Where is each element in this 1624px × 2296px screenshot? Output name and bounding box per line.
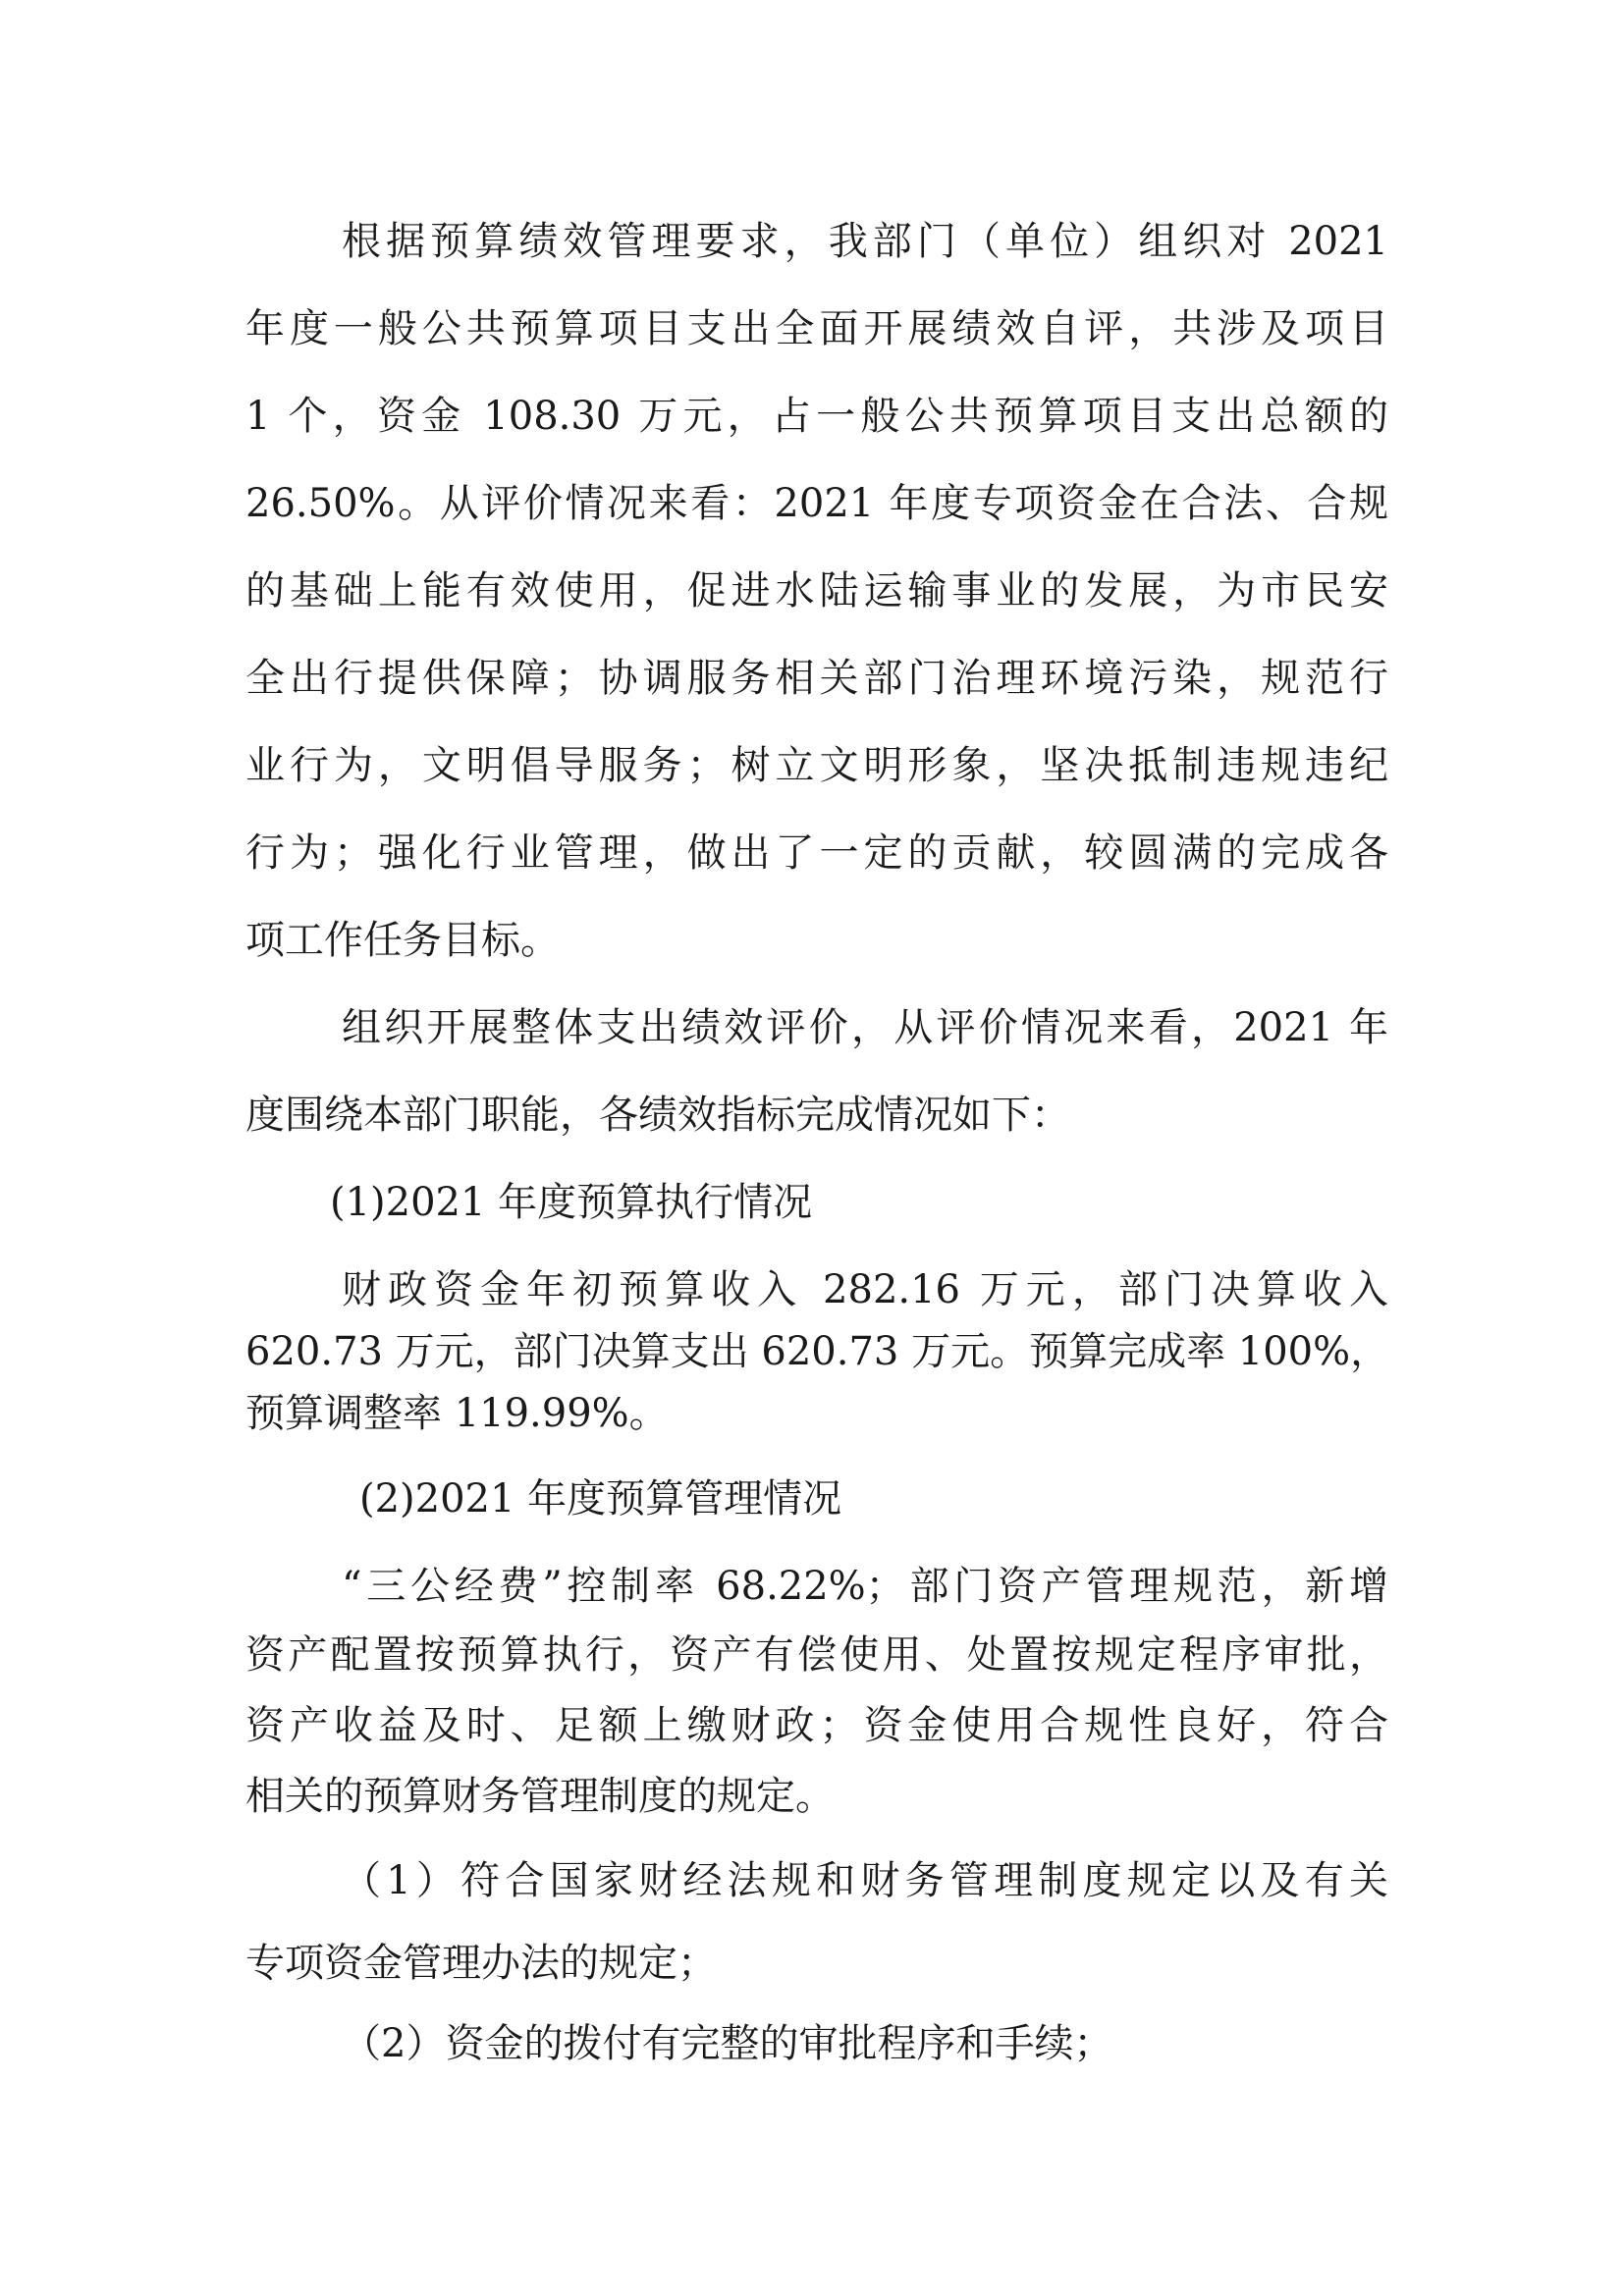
- text-line: 度围绕本部门职能，各绩效指标完成情况如下：: [245, 1093, 1070, 1138]
- list-item: （1）符合国家财经法规和财务管理制度规定以及有关: [342, 1858, 1388, 1903]
- text-line: 620.73 万元，部门决算支出 620.73 万元。预算完成率 100%，: [245, 1329, 1390, 1374]
- text-line: 1 个，资金 108.30 万元，占一般公共预算项目支出总额的: [245, 394, 1388, 439]
- text-line: 全出行提供保障；协调服务相关部门治理环境污染，规范行: [245, 656, 1388, 701]
- text-line: 根据预算绩效管理要求，我部门（单位）组织对 2021: [342, 219, 1388, 264]
- section-heading: (2)2021 年度预算管理情况: [359, 1476, 842, 1522]
- section-heading: (1)2021 年度预算执行情况: [330, 1180, 813, 1225]
- list-item-continuation: 专项资金管理办法的规定；: [245, 1941, 717, 1986]
- text-line: 相关的预算财务管理制度的规定。: [245, 1774, 835, 1819]
- text-line: 财政资金年初预算收入 282.16 万元，部门决算收入: [342, 1267, 1388, 1312]
- text-line: 的基础上能有效使用，促进水陆运输事业的发展，为市民安: [245, 568, 1388, 614]
- text-line: 组织开展整体支出绩效评价，从评价情况来看，2021 年: [342, 1005, 1388, 1050]
- text-line: 业行为，文明倡导服务；树立文明形象，坚决抵制违规违纪: [245, 743, 1388, 788]
- text-line: 行为；强化行业管理，做出了一定的贡献，较圆满的完成各: [245, 830, 1388, 876]
- text-line: 资产收益及时、足额上缴财政；资金使用合规性良好，符合: [245, 1703, 1388, 1748]
- text-line: 资产配置按预算执行，资产有偿使用、处置按规定程序审批，: [245, 1632, 1388, 1678]
- text-line: 26.50%。从评价情况来看：2021 年度专项资金在合法、合规: [245, 481, 1388, 526]
- text-line: 年度一般公共预算项目支出全面开展绩效自评，共涉及项目: [245, 306, 1388, 351]
- text-line: “三公经费”控制率 68.22%；部门资产管理规范，新增: [342, 1564, 1388, 1609]
- list-item: （2）资金的拨付有完整的审批程序和手续；: [342, 2021, 1113, 2066]
- text-line: 预算调整率 119.99%。: [245, 1391, 669, 1436]
- text-line: 项工作任务目标。: [245, 918, 560, 963]
